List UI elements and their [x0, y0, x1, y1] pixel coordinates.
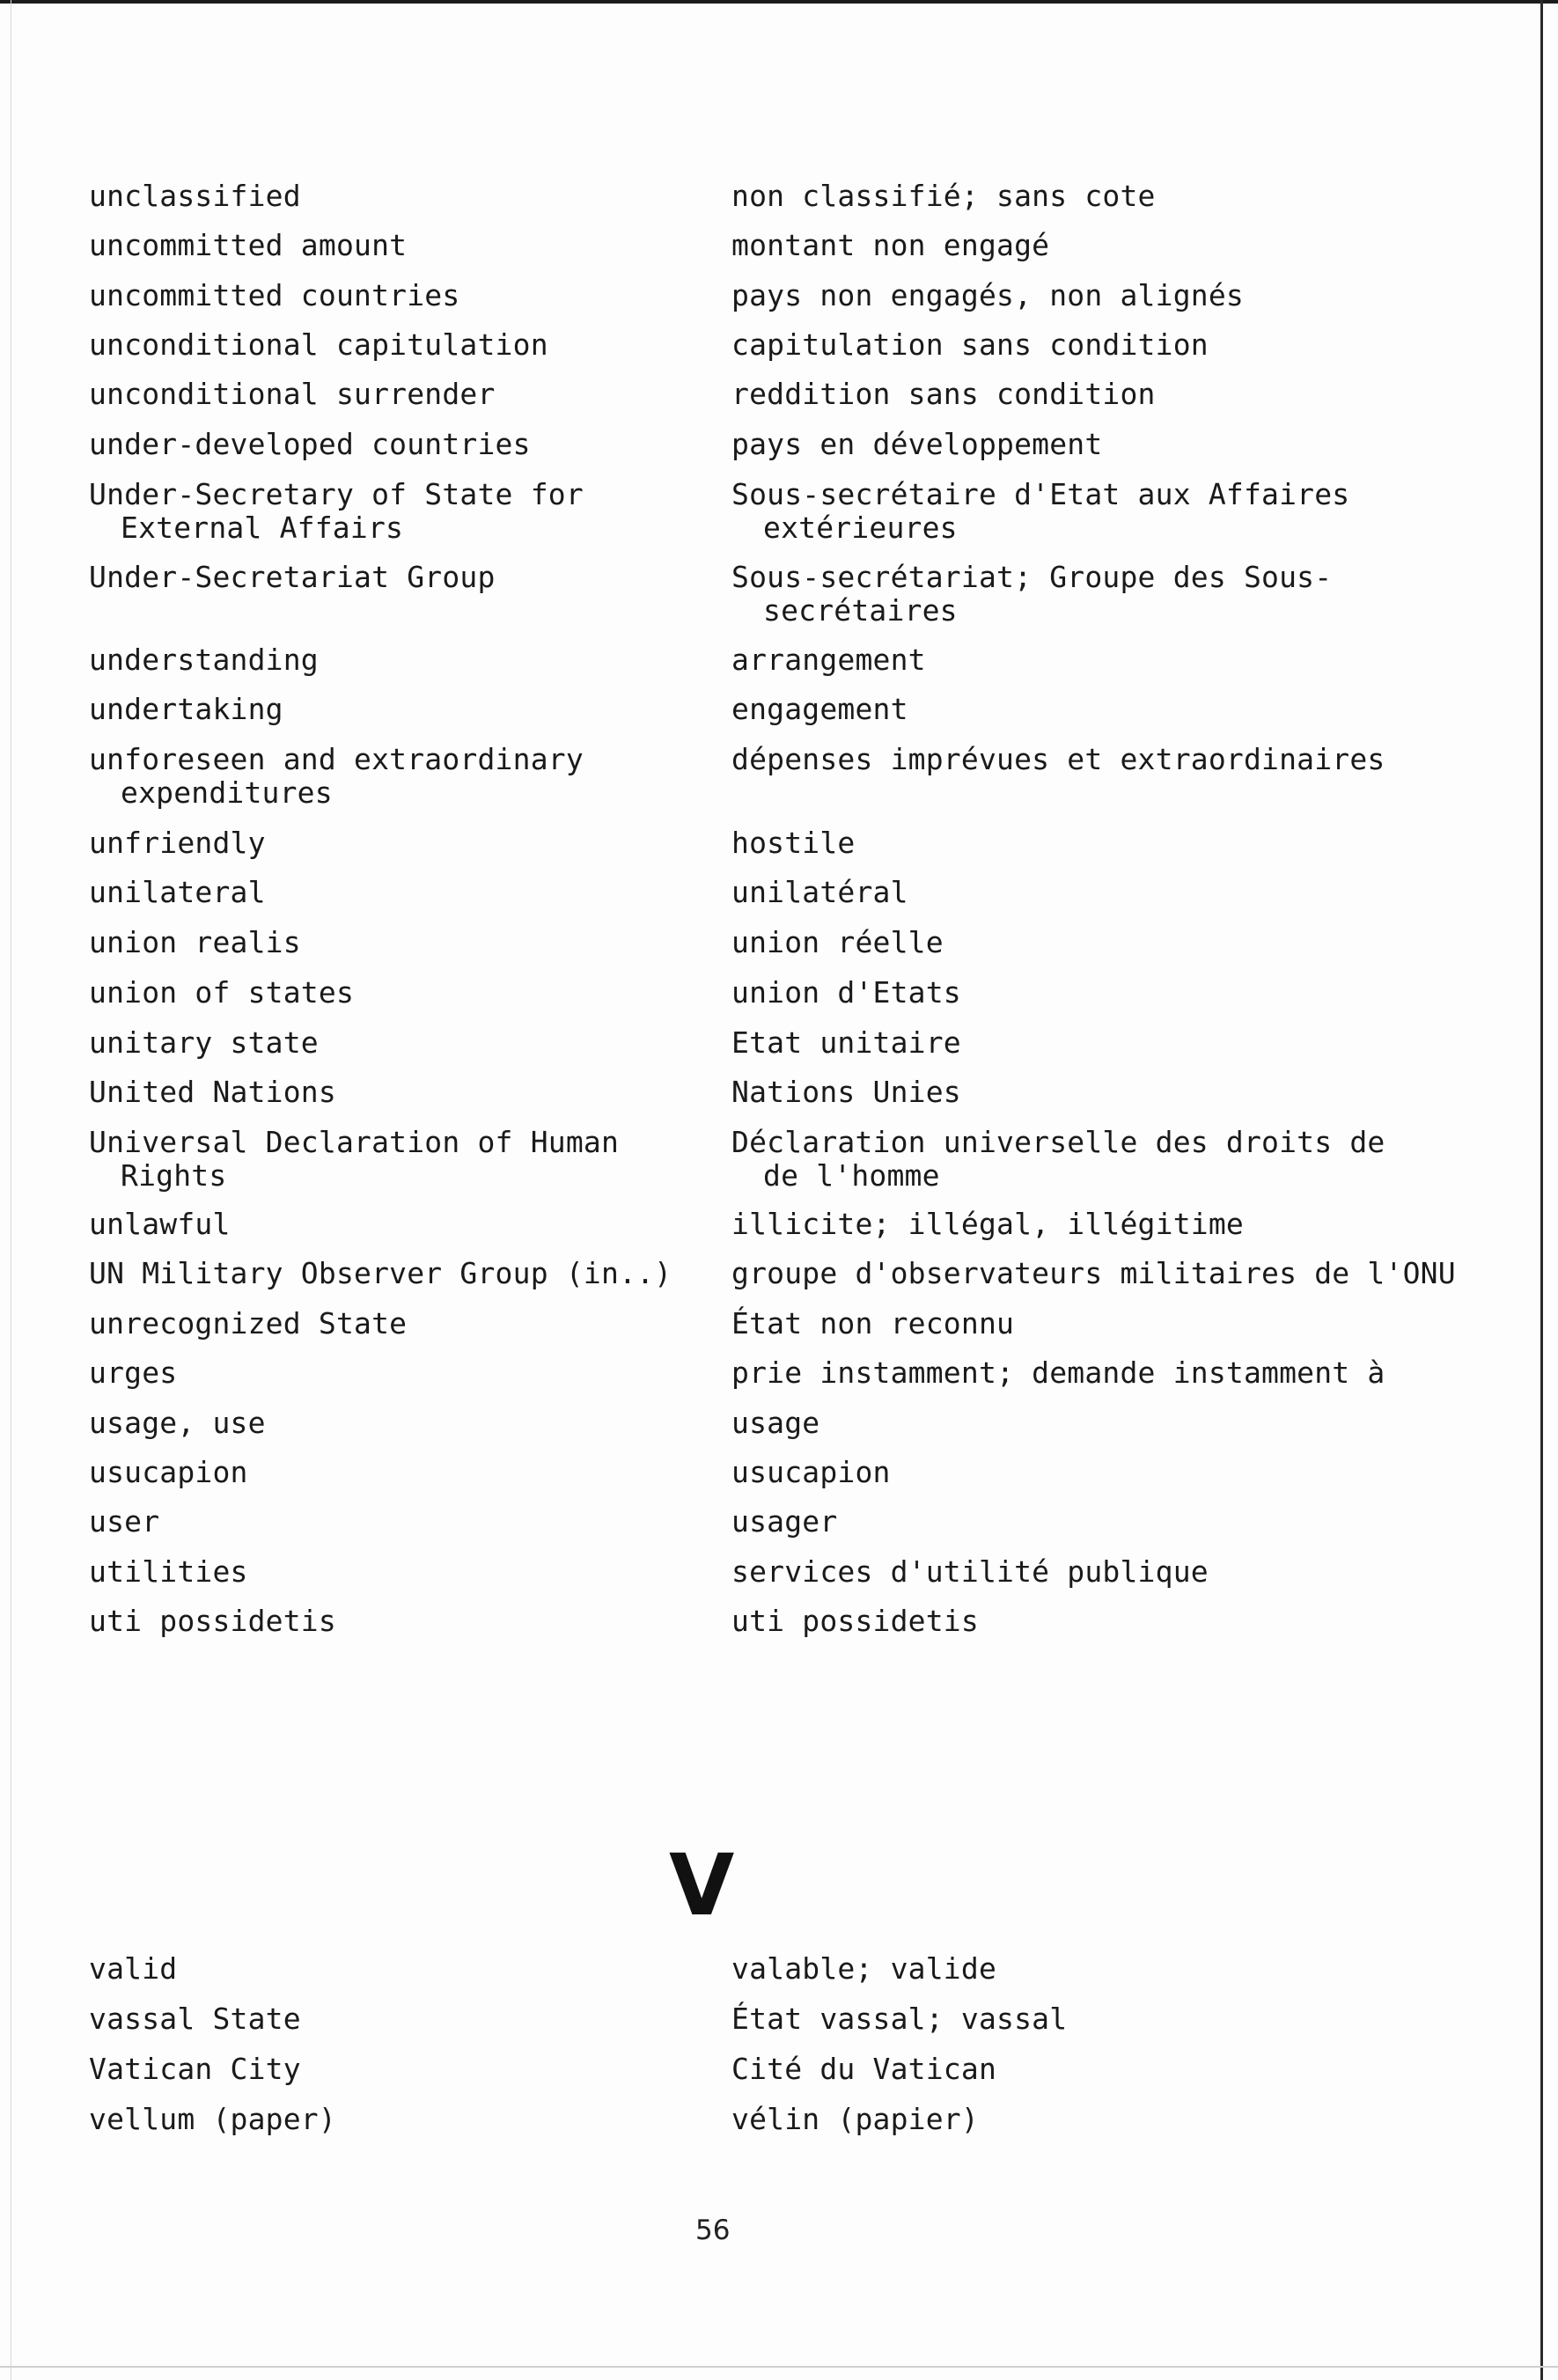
english-term	[89, 1257, 705, 1290]
french-term-line: arrangement	[731, 643, 926, 677]
french-term-line: unilatéral	[731, 875, 908, 909]
french-term	[731, 976, 1506, 1010]
french-term	[731, 1257, 1506, 1290]
french-term-line: hostile	[731, 826, 856, 860]
english-term	[89, 1356, 705, 1390]
french-term-line: usucapion	[731, 1455, 891, 1489]
french-term-line: union d'Etats	[731, 975, 961, 1010]
scan-bottom-edge	[0, 2366, 1558, 2368]
english-term	[89, 976, 705, 1010]
english-term-line: under-developed countries	[89, 427, 531, 461]
english-term	[89, 1307, 705, 1341]
french-term	[731, 743, 1506, 776]
english-term-line: unrecognized State	[89, 1306, 408, 1341]
english-term	[89, 2103, 705, 2136]
english-term	[89, 561, 705, 594]
english-term-line: utilities	[89, 1554, 248, 1589]
english-term-line: unfriendly	[89, 826, 266, 860]
french-term-line: uti possidetis	[731, 1604, 979, 1638]
french-term	[731, 1126, 1506, 1193]
english-term-line: expenditures	[121, 775, 333, 810]
french-term	[731, 926, 1506, 959]
french-term-line: illicite; illégal, illégitime	[731, 1207, 1244, 1241]
english-term	[89, 279, 705, 312]
french-term	[731, 1026, 1506, 1060]
french-term-line: pays non engagés, non alignés	[731, 278, 1244, 312]
french-term	[731, 1307, 1506, 1341]
scan-right-border	[1540, 0, 1543, 2380]
english-term	[89, 1026, 705, 1060]
english-term	[89, 643, 705, 677]
english-term-line: usage, use	[89, 1406, 266, 1440]
english-term	[89, 876, 705, 909]
english-term-line: Universal Declaration of Human	[89, 1125, 620, 1159]
french-term	[731, 1356, 1506, 1390]
english-term	[89, 926, 705, 959]
english-term-line: unitary state	[89, 1025, 319, 1060]
english-term-line: valid	[89, 1951, 178, 1986]
english-term-line: union realis	[89, 925, 301, 959]
english-term-line: uncommitted countries	[89, 278, 460, 312]
english-term-line: uncommitted amount	[89, 228, 408, 262]
french-term-line: groupe d'observateurs militaires de l'ONU	[731, 1256, 1456, 1290]
french-term	[731, 643, 1506, 677]
english-term-line: UN Military Observer Group (in..)	[89, 1256, 672, 1290]
english-term-line: user	[89, 1504, 160, 1539]
french-term	[731, 561, 1506, 628]
french-term-line: État vassal; vassal	[731, 2002, 1068, 2036]
french-term	[731, 328, 1506, 362]
english-term	[89, 1555, 705, 1589]
english-term-line: unilateral	[89, 875, 266, 909]
english-term-line: External Affairs	[121, 511, 404, 545]
english-term	[89, 1407, 705, 1440]
english-term	[89, 693, 705, 726]
english-term	[89, 1952, 705, 1986]
french-term-line: usager	[731, 1504, 838, 1539]
french-term-line: capitulation sans condition	[731, 327, 1209, 362]
french-term-line: engagement	[731, 692, 908, 726]
french-term	[731, 2002, 1506, 2036]
english-term-line: Vatican City	[89, 2052, 301, 2086]
english-term	[89, 2002, 705, 2036]
french-term	[731, 1952, 1506, 1986]
english-term-line: unconditional capitulation	[89, 327, 548, 362]
english-term	[89, 1505, 705, 1539]
french-term-line: Déclaration universelle des droits de	[731, 1125, 1385, 1159]
french-term-line: montant non engagé	[731, 228, 1050, 262]
french-term	[731, 428, 1506, 461]
page-number: 56	[695, 2215, 731, 2246]
french-term	[731, 1208, 1506, 1241]
french-term-line: État non reconnu	[731, 1306, 1015, 1341]
french-term-line: de l'homme	[763, 1158, 940, 1193]
french-term-line: vélin (papier)	[731, 2102, 979, 2136]
french-term-line: union réelle	[731, 925, 944, 959]
french-term	[731, 1555, 1506, 1589]
french-term	[731, 378, 1506, 411]
english-term	[89, 826, 705, 860]
english-term	[89, 328, 705, 362]
english-term	[89, 1208, 705, 1241]
english-term-line: undertaking	[89, 692, 283, 726]
french-term	[731, 1505, 1506, 1539]
english-term-line: union of states	[89, 975, 355, 1010]
french-term-line: Nations Unies	[731, 1075, 961, 1109]
french-term-line: pays en développement	[731, 427, 1103, 461]
french-term	[731, 478, 1506, 545]
english-term-line: unforeseen and extraordinary	[89, 742, 584, 776]
english-term-line: United Nations	[89, 1075, 336, 1109]
french-term-line: Sous-secrétariat; Groupe des Sous-	[731, 560, 1333, 594]
french-term	[731, 1407, 1506, 1440]
english-term-line: urges	[89, 1355, 178, 1390]
english-term-line: usucapion	[89, 1455, 248, 1489]
english-term	[89, 743, 705, 810]
english-term	[89, 180, 705, 213]
french-term-line: extérieures	[763, 511, 958, 545]
french-term	[731, 2103, 1506, 2136]
english-term-line: Rights	[121, 1158, 227, 1193]
french-term	[731, 279, 1506, 312]
english-term-line: uti possidetis	[89, 1604, 336, 1638]
english-term	[89, 478, 705, 545]
french-term-line: prie instamment; demande instamment à	[731, 1355, 1385, 1390]
french-term	[731, 1456, 1506, 1489]
english-term-line: vassal State	[89, 2002, 301, 2036]
english-term	[89, 1605, 705, 1638]
section-letter-v: V	[669, 1836, 735, 1935]
french-term-line: non classifié; sans cote	[731, 179, 1156, 213]
french-term-line: usage	[731, 1406, 820, 1440]
french-term	[731, 180, 1506, 213]
french-term-line: Etat unitaire	[731, 1025, 961, 1060]
french-term-line: valable; valide	[731, 1951, 997, 1986]
english-term	[89, 378, 705, 411]
english-term	[89, 2053, 705, 2086]
english-term-line: unclassified	[89, 179, 301, 213]
french-term-line: dépenses imprévues et extraordinaires	[731, 742, 1385, 776]
french-term	[731, 229, 1506, 262]
english-term-line: understanding	[89, 643, 319, 677]
french-term-line: secrétaires	[763, 593, 958, 628]
french-term	[731, 1605, 1506, 1638]
french-term-line: reddition sans condition	[731, 377, 1156, 411]
french-term	[731, 2053, 1506, 2086]
english-term-line: unconditional surrender	[89, 377, 496, 411]
english-term-line: unlawful	[89, 1207, 231, 1241]
english-term-line: vellum (paper)	[89, 2102, 336, 2136]
english-term-line: Under-Secretariat Group	[89, 560, 496, 594]
english-term	[89, 229, 705, 262]
french-term-line: Sous-secrétaire d'Etat aux Affaires	[731, 477, 1350, 511]
french-term-line: services d'utilité publique	[731, 1554, 1209, 1589]
french-term-line: Cité du Vatican	[731, 2052, 997, 2086]
english-term-line: Under-Secretary of State for	[89, 477, 584, 511]
french-term	[731, 1076, 1506, 1109]
english-term	[89, 428, 705, 461]
english-term	[89, 1076, 705, 1109]
scan-top-border	[0, 0, 1558, 4]
english-term	[89, 1126, 705, 1193]
french-term	[731, 693, 1506, 726]
english-term	[89, 1456, 705, 1489]
french-term	[731, 826, 1506, 860]
french-term	[731, 876, 1506, 909]
